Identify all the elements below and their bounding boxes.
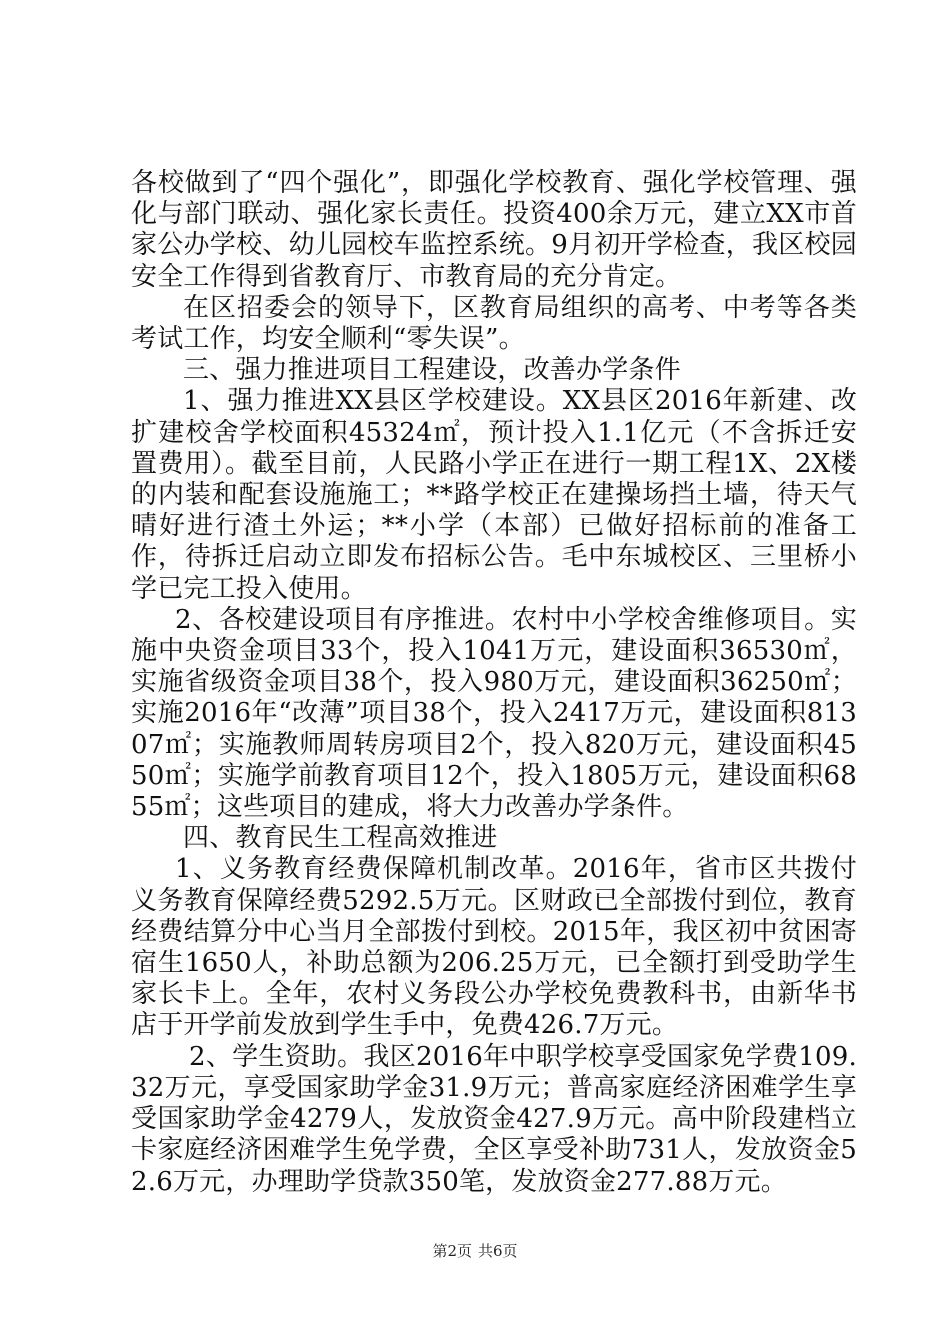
paragraph-exam-work: 在区招委会的领导下，区教育局组织的高考、中考等各类考试工作，均安全顺利“零失误”。 — [131, 292, 857, 355]
document-body — [131, 168, 857, 1198]
paragraph-safety-summary: 各校做到了“四个强化”，即强化学校教育、强化学校管理、强化与部门联动、强化家长责任。投资400余万元，建立XX市首家公办学校、幼儿园校车监控系统。9月初开学检查，我区校园安全工作得到省教育厅、市教育局的充分肯定。 — [131, 168, 857, 292]
page-footer — [0, 1240, 950, 1261]
section-heading-three: 三、强力推进项目工程建设，改善办学条件 — [183, 355, 681, 386]
paragraph-building-projects: 2、各校建设项目有序推进。农村中小学校舍维修项目。实施中央资金项目33个，投入1041万元，建设面积36530㎡，实施省级资金项目38个，投入980万元，建设面积36250㎡；实施2016年“改薄”项目38个，投入2417万元，建设面积81307㎡；实施教师周转房项目2个，投入820万元，建设面积4550㎡；实施学前教育项目12个，投入1805万元，建设面积6855㎡；这些项目的建成，将大力改善办学条件。 — [131, 604, 857, 823]
page-total: 共6页 — [478, 1242, 518, 1260]
paragraph-funding-reform: 1、义务教育经费保障机制改革。2016年，省市区共拨付义务教育保障经费5292.5万元。区财政已全部拨付到位，教育经费结算分中心当月全部拨付到校。2015年，我区初中贫困寄宿生1650人，补助总额为206.25万元，已全额打到受助学生家长卡上。全年，农村义务段公办学校免费教科书，由新华书店于开学前发放到学生手中，免费426.7万元。 — [131, 854, 857, 1041]
page-number: 第2页 — [432, 1242, 472, 1260]
section-heading-four: 四、教育民生工程高效推进 — [183, 823, 498, 854]
paragraph-school-construction: 1、强力推进XX县区学校建设。XX县区2016年新建、改扩建校舍学校面积45324㎡，预计投入1.1亿元（不含拆迁安置费用）。截至目前，人民路小学正在进行一期工程1X、2X楼的内装和配套设施施工；**路学校正在建操场挡土墙，待天气晴好进行渣土外运；**小学（本部）已做好招标前的准备工作，待拆迁启动立即发布招标公告。毛中东城校区、三里桥小学已完工投入使用。 — [131, 386, 857, 604]
paragraph-student-aid: 2、学生资助。我区2016年中职学校享受国家免学费109.32万元，享受国家助学金31.9万元；普高家庭经济困难学生享受国家助学金4279人，发放资金427.9万元。高中阶段建档立卡家庭经济困难学生免学费，全区享受补助731人，发放资金52.6万元，办理助学贷款350笔，发放资金277.88万元。 — [131, 1041, 857, 1197]
